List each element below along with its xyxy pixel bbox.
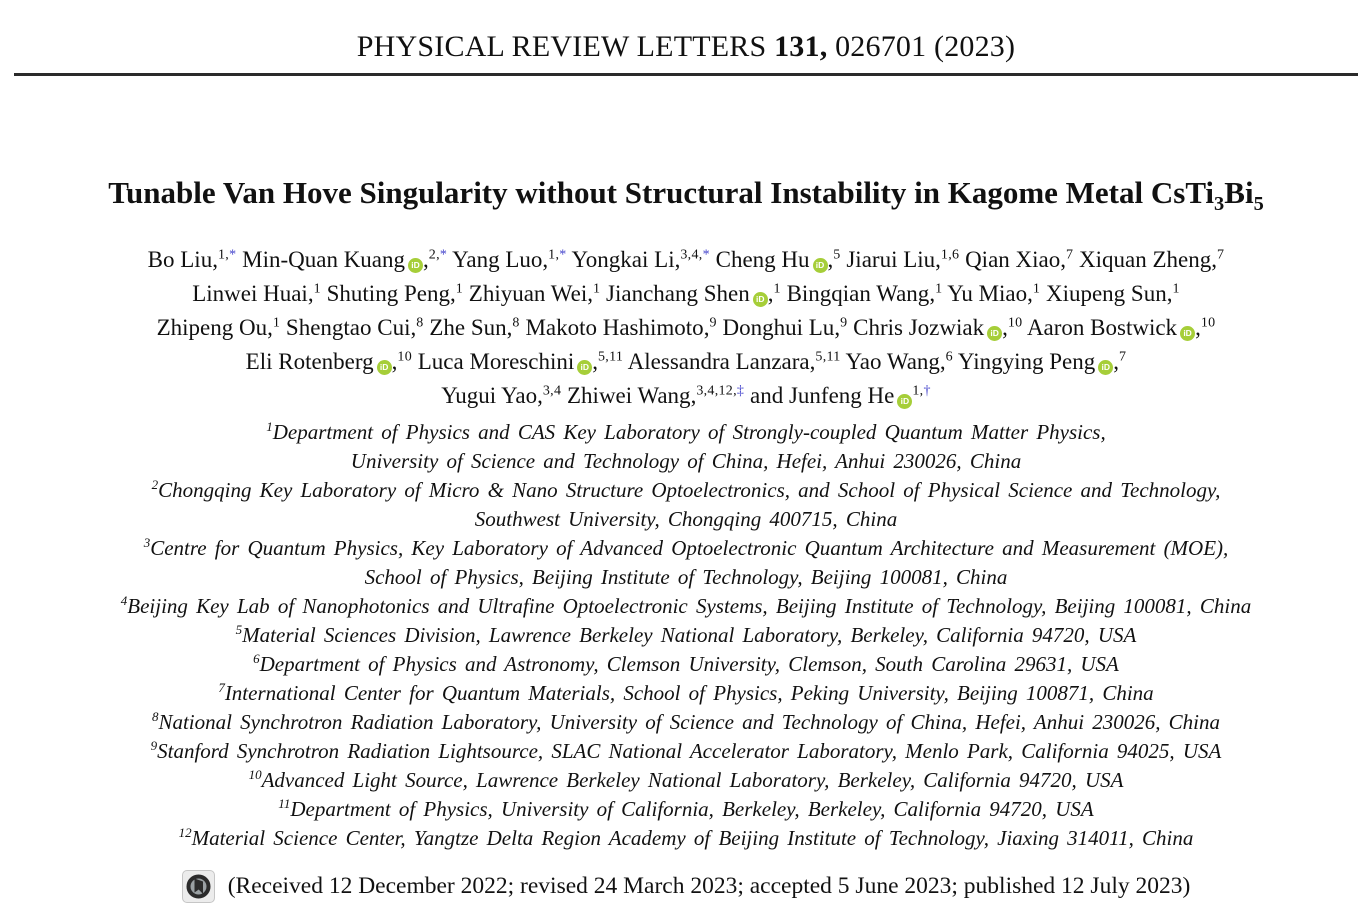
orcid-icon[interactable]: iD xyxy=(577,360,592,375)
affiliation-ref: 7 xyxy=(1119,349,1127,365)
author-refs xyxy=(840,315,847,330)
author: Zhiwei Wang,$^{3,4,12,\ddagger}$ xyxy=(567,383,745,408)
orcid-icon[interactable]: iD xyxy=(987,326,1002,341)
affiliation-ref: 10 xyxy=(1007,315,1023,331)
author-block xyxy=(0,243,1372,413)
author: Aaron Bostwick iD ,$^{10}$ xyxy=(1026,315,1216,340)
author: Yingying Peng iD ,$^7$ xyxy=(957,349,1127,374)
affiliation-ref: 7 xyxy=(1065,247,1074,263)
author: Xiquan Zheng,$^7$ xyxy=(1079,247,1225,272)
author: Bo Liu,$^{1,*}$ xyxy=(147,247,237,272)
affiliation-line: $^1$Department of Physics and CAS Key Laboratory of Strongly-coupled Quantum Matter Physics, xyxy=(266,419,1106,444)
author-refs xyxy=(696,383,744,398)
author-refs xyxy=(935,281,942,296)
orcid-icon[interactable]: iD xyxy=(753,292,768,307)
crossmark-logo xyxy=(186,874,211,899)
orcid-icon[interactable]: iD xyxy=(813,258,828,273)
crossmark-icon[interactable] xyxy=(182,870,215,903)
author: Chris Jozwiak iD ,$^{10}$ xyxy=(853,315,1023,340)
author-refs xyxy=(593,281,600,296)
author: Yang Luo,$^{1,*}$ xyxy=(452,247,567,272)
author-refs xyxy=(1217,247,1224,262)
author-refs xyxy=(1066,247,1073,262)
footnote-symbol[interactable]: * xyxy=(229,247,237,263)
author-refs xyxy=(456,281,463,296)
author-refs xyxy=(598,349,623,364)
affiliation-ref: 9 xyxy=(709,315,717,331)
footnote-symbol[interactable]: ‡ xyxy=(736,383,745,399)
affiliation-ref: 6 xyxy=(945,349,953,365)
author: Zhipeng Ou,$^1$ xyxy=(156,315,281,340)
affiliation-ref: 1 xyxy=(935,281,943,297)
author-refs xyxy=(429,247,447,262)
author: Zhe Sun,$^8$ xyxy=(429,315,520,340)
author-refs xyxy=(680,247,710,262)
affiliation-ref: 10 xyxy=(397,349,412,365)
affiliation-number: 4 xyxy=(120,593,128,608)
title-subscript: 5 xyxy=(1253,193,1264,216)
affiliation-ref: 3,4 xyxy=(542,383,562,399)
affiliation-line: $^6$Department of Physics and Astronomy, Clemson University, Clemson, South Carolina 29631, USA xyxy=(253,651,1119,676)
author: Qian Xiao,$^7$ xyxy=(965,247,1074,272)
affiliation-line: $^3$Centre for Quantum Physics, Key Laboratory of Advanced Optoelectronic Quantum Architecture and Measurement (MOE), xyxy=(143,535,1229,560)
author: Jianchang Shen iD ,$^1$ xyxy=(606,281,781,306)
orcid-icon[interactable]: iD xyxy=(1180,326,1195,341)
author-line xyxy=(0,379,1372,413)
affiliation-number: 2 xyxy=(151,477,159,492)
affiliation-ref: 10 xyxy=(1200,315,1216,331)
journal-header xyxy=(0,0,1372,64)
affiliation-ref: 1,6 xyxy=(940,247,960,263)
affiliation-number: 9 xyxy=(150,738,158,753)
journal-name: PHYSICAL REVIEW LETTERS xyxy=(356,30,775,63)
affiliation-line: $^4$Beijing Key Lab of Nanophotonics and Ultrafine Optoelectronic Systems, Beijing Institute of Technology, Beijing 100081, China xyxy=(120,593,1252,618)
header-rule xyxy=(14,73,1358,76)
affiliation-ref: 1 xyxy=(455,281,464,297)
author-refs xyxy=(273,315,280,330)
title-subscript: 3 xyxy=(1214,193,1225,216)
affiliation-ref: 3,4, xyxy=(680,247,703,263)
author-line xyxy=(0,243,1372,277)
affiliation-number: 3 xyxy=(143,535,151,550)
affiliation-line: $^5$Material Sciences Division, Lawrence Berkeley National Laboratory, Berkeley, California 94720, USA xyxy=(235,622,1137,647)
author-refs xyxy=(548,247,566,262)
footnote-symbol[interactable]: † xyxy=(923,383,931,399)
author-refs xyxy=(1119,349,1126,364)
author-refs xyxy=(833,247,840,262)
affiliation-number: 10 xyxy=(248,767,262,782)
affiliation-ref: 1 xyxy=(592,281,601,297)
affiliation-ref: 2, xyxy=(428,247,440,263)
author: Yao Wang,$^6$ xyxy=(845,349,953,374)
author-refs xyxy=(543,383,561,398)
author: Shengtao Cui,$^8$ xyxy=(285,315,424,340)
affiliation-line: $^{11}$Department of Physics, University of California, Berkeley, Berkeley, California 94720, USA xyxy=(278,796,1094,821)
affiliation-number: 12 xyxy=(178,825,192,840)
author: Zhiyuan Wei,$^1$ xyxy=(468,281,601,306)
footnote-symbol[interactable]: * xyxy=(559,247,567,263)
affiliation-block xyxy=(0,418,1372,853)
affiliation-number: 8 xyxy=(151,709,159,724)
affiliation-line: $^9$Stanford Synchrotron Radiation Lightsource, SLAC National Accelerator Laboratory, Menlo Park, California 94025, USA xyxy=(150,738,1222,763)
author: Makoto Hashimoto,$^9$ xyxy=(525,315,717,340)
author: Yu Miao,$^1$ xyxy=(947,281,1041,306)
affiliation-ref: 1 xyxy=(272,315,281,331)
author-refs xyxy=(512,315,519,330)
author: Xiupeng Sun,$^1$ xyxy=(1045,281,1180,306)
author: Cheng Hu iD ,$^5$ xyxy=(715,247,841,272)
author-line xyxy=(0,311,1372,345)
affiliation-ref: 9 xyxy=(840,315,848,331)
author: Shuting Peng,$^1$ xyxy=(326,281,464,306)
affiliation-line: $^{12}$Material Science Center, Yangtze Delta Region Academy of Beijing Institute of Technology, Jiaxing 314011, China xyxy=(178,825,1194,850)
affiliation-ref: 1, xyxy=(548,247,560,263)
affiliation-line: $^2$Chongqing Key Laboratory of Micro & Nano Structure Optoelectronics, and School of Physical Science and Technology, xyxy=(151,477,1221,502)
author-refs xyxy=(1201,315,1216,330)
author-refs xyxy=(941,247,959,262)
author-refs xyxy=(397,349,412,364)
author: Bingqian Wang,$^1$ xyxy=(786,281,943,306)
journal-article-info: 026701 (2023) xyxy=(827,30,1016,63)
author: Linwei Huai,$^1$ xyxy=(192,281,321,306)
affiliation-ref: 5,11 xyxy=(815,349,841,365)
affiliation-ref: 1 xyxy=(1172,281,1180,297)
author-refs xyxy=(946,349,953,364)
author-refs xyxy=(709,315,716,330)
author-refs xyxy=(1172,281,1179,296)
author: Eli Rotenberg iD ,$^{10}$ xyxy=(245,349,412,374)
received-row xyxy=(0,870,1372,903)
author-line xyxy=(0,277,1372,311)
affiliation-ref: 8 xyxy=(416,315,424,331)
orcid-icon[interactable]: iD xyxy=(408,258,423,273)
author: Luca Moreschini iD ,$^{5,11}$ xyxy=(417,349,624,374)
author-refs xyxy=(1008,315,1023,330)
affiliation-line: $^7$International Center for Quantum Materials, School of Physics, Peking University, Beijing 100871, China xyxy=(218,680,1154,705)
footnote-symbol[interactable]: * xyxy=(702,247,710,263)
author-line xyxy=(0,345,1372,379)
orcid-icon[interactable]: iD xyxy=(897,394,912,409)
author-refs xyxy=(912,383,930,398)
affiliation-ref: 1, xyxy=(912,383,924,399)
affiliation-number: 7 xyxy=(218,680,225,695)
author-refs xyxy=(416,315,423,330)
affiliation-number: 6 xyxy=(253,651,260,666)
affiliation-line: $^{10}$Advanced Light Source, Lawrence Berkeley National Laboratory, Berkeley, California 94720, USA xyxy=(248,767,1124,792)
author-refs xyxy=(314,281,321,296)
author: Yongkai Li,$^{3,4,*}$ xyxy=(571,247,710,272)
author: Yugui Yao,$^{3,4}$ xyxy=(441,383,562,408)
affiliation-line: University of Science and Technology of China, Hefei, Anhui 230026, China xyxy=(350,449,1022,473)
affiliation-ref: 5 xyxy=(833,247,841,263)
affiliation-number: 5 xyxy=(235,622,243,637)
paper-title: Tunable Van Hove Singularity without Structural Instability in Kagome Metal $CsTi_3Bi_5$ xyxy=(108,175,1264,216)
author-refs xyxy=(218,247,236,262)
author: Alessandra Lanzara,$^{5,11}$ xyxy=(627,349,841,374)
orcid-icon[interactable]: iD xyxy=(377,360,392,375)
affiliation-line: School of Physics, Beijing Institute of Technology, Beijing 100081, China xyxy=(364,565,1008,589)
affiliation-ref: 8 xyxy=(512,315,520,331)
affiliation-ref: 1, xyxy=(217,247,230,263)
affiliation-ref: 1 xyxy=(1032,281,1041,297)
affiliation-line: Southwest University, Chongqing 400715, China xyxy=(474,507,898,531)
affiliation-ref: 3,4,12, xyxy=(696,383,737,399)
footnote-symbol[interactable]: * xyxy=(439,247,448,263)
affiliation-ref: 1 xyxy=(313,281,321,297)
affiliation-ref: 1 xyxy=(773,281,781,297)
author-refs xyxy=(774,281,781,296)
affiliation-number: 11 xyxy=(278,796,291,811)
author-refs xyxy=(815,349,840,364)
affiliation-number: 1 xyxy=(266,419,273,434)
journal-volume: 131, xyxy=(774,30,828,63)
author: Donghui Lu,$^9$ xyxy=(722,315,848,340)
author: Min-Quan Kuang iD ,$^{2,*}$ xyxy=(242,247,448,272)
author: and Junfeng He $iD^{1,\dagger}$ xyxy=(749,383,931,408)
author-refs xyxy=(1033,281,1040,296)
received-text: (Received 12 December 2022; revised 24 March 2023; accepted 5 June 2023; published 12 July 2023) xyxy=(227,873,1191,899)
orcid-icon[interactable]: iD xyxy=(1098,360,1113,375)
affiliation-ref: 5,11 xyxy=(597,349,624,365)
affiliation-ref: 7 xyxy=(1217,247,1225,263)
author: Jiarui Liu,$^{1,6}$ xyxy=(846,247,960,272)
affiliation-line: $^8$National Synchrotron Radiation Laboratory, University of Science and Technology of China, Hefei, Anhui 230026, China xyxy=(151,709,1221,734)
